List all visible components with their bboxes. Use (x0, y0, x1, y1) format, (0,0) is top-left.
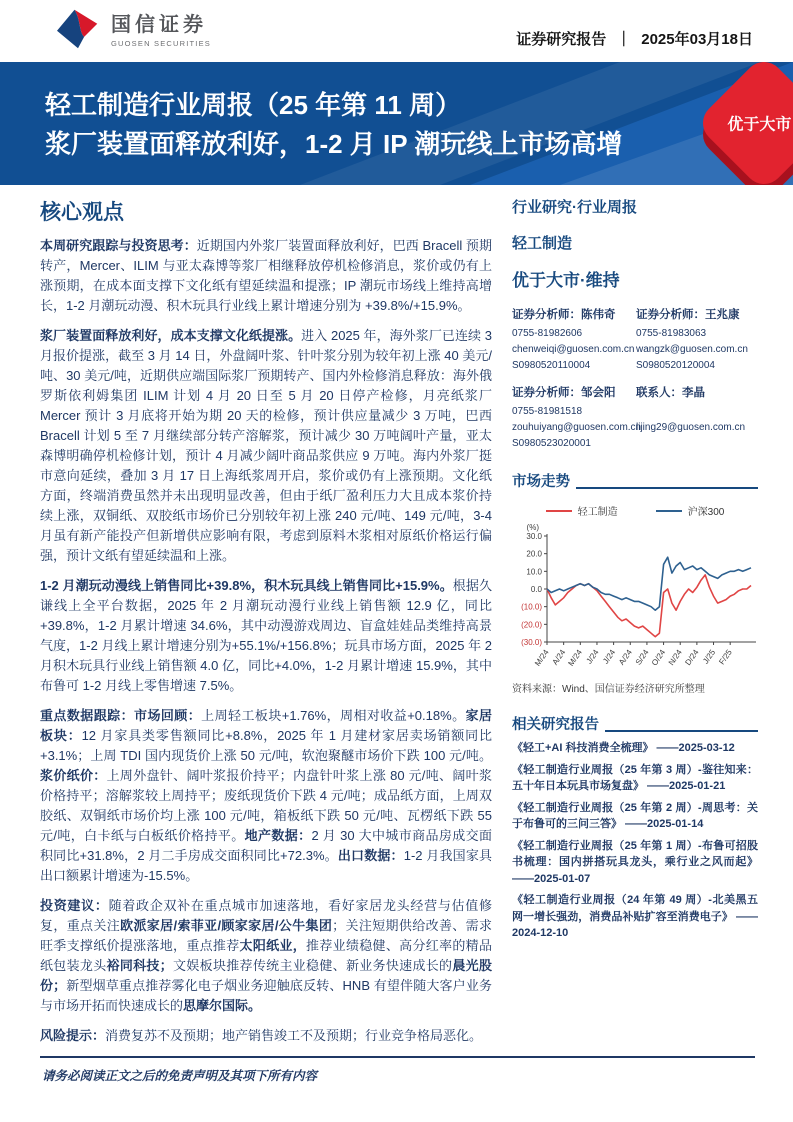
analyst-cert-code: S0980520120004 (636, 360, 715, 371)
legend-label: 沪深300 (687, 507, 725, 518)
logo-name-cn: 国信证券 (111, 14, 207, 36)
analyst-phone: 0755-81983063 (636, 328, 707, 339)
svg-text:F/25: F/25 (717, 647, 734, 667)
svg-text:O/24: O/24 (649, 647, 668, 668)
market-trend-heading (512, 470, 758, 491)
heading-underline (605, 730, 758, 732)
footer-disclaimer: 请务必阅读正文之后的免责声明及其项下所有内容 (42, 1069, 318, 1083)
logo-text (111, 14, 211, 48)
svg-text:(10.0): (10.0) (521, 602, 542, 612)
report-title-line2: 浆厂装置面释放利好，1-2 月 IP 潮玩线上市场高增 (45, 129, 623, 160)
legend-item (656, 503, 725, 518)
trend-chart-svg (512, 520, 758, 672)
svg-text:(30.0): (30.0) (521, 638, 542, 647)
svg-text:A/24: A/24 (550, 647, 568, 667)
analyst-cert-code: S0980520110004 (512, 360, 591, 371)
core-paragraphs (40, 236, 492, 1046)
analyst-cert-code (636, 436, 758, 452)
legend-item (546, 503, 618, 518)
guosen-logo-icon (55, 8, 101, 55)
analyst-name: 证券分析师：陈伟奇 (512, 309, 616, 321)
analyst-phone: 0755-81981518 (512, 406, 583, 417)
legend-line-swatch (546, 510, 572, 512)
industry-name: 轻工制造 (512, 235, 573, 252)
core-views-title: 核心观点 (40, 201, 124, 224)
svg-text:D/24: D/24 (683, 647, 701, 667)
analyst-name: 证券分析师：邹会阳 (512, 387, 616, 399)
svg-text:A/24: A/24 (617, 647, 634, 667)
rating-line: 优于大市·维持 (512, 271, 620, 290)
chart-source-note: 资料来源：Wind、国信证券经济研究所整理 (512, 684, 705, 695)
report-tag (516, 28, 753, 49)
analyst-phone (636, 404, 758, 420)
heading-underline (576, 487, 758, 489)
report-title (45, 88, 622, 162)
core-views-column (40, 196, 492, 1056)
analyst-card (512, 306, 635, 374)
legend-label: 轻工制造 (577, 507, 618, 518)
related-reports-list (512, 740, 758, 942)
market-trend-chart (512, 503, 758, 672)
svg-text:J/24: J/24 (601, 647, 618, 666)
analyst-card (636, 306, 758, 374)
svg-text:M/24: M/24 (533, 647, 551, 668)
svg-text:30.0: 30.0 (526, 532, 542, 541)
core-paragraph: 重点数据跟踪：市场回顾：上周轻工板块+1.76%，周相对收益+0.18%。家居板块：12 月家具类零售额同比+8.8%，2025 年 1 月建材家居卖场销额同比+3.1%；上周 TDI 国内现货价上涨 50 元/吨，软泡聚醚市场价下跌 100 元/吨。浆价纸价：上周外盘针、阔叶浆报价持平；内盘针叶浆上涨 80 元/吨、阔叶浆价格持平；溶解浆较上周持平；废纸现货价下跌 4 元/吨；成品纸方面，上周双胶纸、双铜纸市场价均上涨 100 元/吨，箱板纸下跌 50 元/吨、瓦楞纸下跌 55 元/吨，白卡纸与白板纸价格持平。地产数据：2 月 30 大中城市商品房成交面积同比+31.8%，2 月二手房成交面积同比+72.3%。出口数据：1-2 月我国家具出口额累计增速为-15.5%。 (40, 708, 492, 883)
core-paragraph: 本周研究跟踪与投资思考：近期国内外浆厂装置面释放利好，巴西 Bracell 预期转产，Mercer、ILIM 与亚太森博等浆厂相继释放停机检修消息，浆价或仍有上涨预期，在成本面支撑下文化纸有望延续温和提涨；IP 潮玩市场线上维持高增长，1-2 月潮玩动漫、积木玩具行业线上累计增速分别为 +39.8%/+15.9%。 (40, 238, 492, 313)
svg-text:(20.0): (20.0) (521, 620, 542, 630)
svg-text:0.0: 0.0 (530, 585, 542, 594)
svg-text:J/24: J/24 (584, 647, 601, 666)
legend-line-swatch (656, 510, 682, 512)
related-reports-heading (512, 713, 758, 734)
core-paragraph: 风险提示：消费复苏不及预期；地产销售竣工不及预期；行业竞争格局恶化。 (40, 1028, 483, 1043)
report-date: 2025年03月18日 (641, 30, 753, 48)
related-reports-title: 相关研究报告 (512, 717, 599, 733)
svg-text:J/25: J/25 (701, 647, 718, 666)
guosen-logo (55, 8, 211, 55)
chart-legend (512, 503, 758, 518)
analyst-email: chenweiqi@guosen.com.cn (512, 344, 635, 355)
analyst-cert-code: S0980523020001 (512, 438, 591, 449)
related-report-item: 《轻工制造行业周报（25 年第 2 周）-周思考：关于布鲁可的三问三答》 ——2025-01-14 (512, 801, 758, 830)
footer-divider (40, 1056, 755, 1058)
related-report-item: 《轻工制造行业周报（25 年第 3 周）-鉴往知来：五十年日本玩具市场复盘》 ——2025-01-21 (512, 763, 758, 792)
market-trend-title: 市场走势 (512, 474, 570, 490)
rating-badge (707, 66, 793, 180)
title-banner (0, 62, 793, 185)
report-tag-separator: ｜ (616, 30, 632, 48)
related-report-item: 《轻工制造行业周报（25 年第 1 周）-布鲁可招股书梳理：国内拼搭玩具龙头，乘行业之风而起》 ——2025-01-07 (512, 839, 758, 885)
svg-text:N/24: N/24 (666, 647, 684, 667)
svg-text:S/24: S/24 (633, 647, 651, 667)
main-content (40, 196, 758, 1056)
report-title-line1: 轻工制造行业周报（25 年第 11 周） (45, 90, 462, 120)
analyst-email: lijing29@guosen.com.cn (636, 422, 746, 433)
svg-text:20.0: 20.0 (526, 549, 542, 559)
research-category: 行业研究·行业周报 (512, 199, 637, 216)
analyst-name: 证券分析师：王兆康 (636, 309, 740, 321)
svg-text:(%): (%) (526, 523, 539, 532)
core-paragraph: 1-2 月潮玩动漫线上销售同比+39.8%，积木玩具线上销售同比+15.9%。根据久谦线上全平台数据，2025 年 2 月潮玩动漫行业线上销售额 12.9 亿，同比+39.8%，1-2 月累计增速 34.6%，其中动漫游戏周边、盲盒娃娃品类维持高景气度，1-2 月线上累计增速分别为+55.1%/+156.8%；玩具市场方面，2025 年 2 月积木玩具行业线上销售额 4.0 亿，同比+4.0%，1-2 月累计增速 15.9%，其中布鲁可 1-2 月线上零售增速 7.5%。 (40, 578, 492, 693)
analyst-email: wangzk@guosen.com.cn (636, 344, 748, 355)
header (0, 0, 793, 62)
report-type: 证券研究报告 (516, 30, 607, 48)
analyst-email: zouhuiyang@guosen.com.cn (512, 422, 642, 433)
related-report-item: 《轻工制造行业周报（24 年第 49 周）-北美黑五网一增长强劲，消费品补贴扩容至消费电子》 ——2024-12-10 (512, 894, 758, 939)
analyst-card (512, 384, 642, 452)
core-paragraph: 投资建议：随着政企双补在重点城市加速落地，看好家居龙头经营与估值修复，重点关注欧派家居/索菲亚/顾家家居/公牛集团；关注短期供给改善、需求旺季支撑纸价提涨落地，重点推荐太阳纸业，推荐业绩稳健、高分红率的精品纸包装龙头裕同科技；文娱板块推荐传统主业稳健、新业务快速成长的晨光股份；新型烟草重点推荐雾化电子烟业务迎触底反转、HNB 有望伴随大客户业务与市场开拓而快速成长的思摩尔国际。 (40, 898, 492, 1013)
analyst-name: 联系人：李晶 (636, 387, 705, 399)
sidebar-column (512, 196, 758, 1056)
related-report-item: 《轻工+AI 科技消费全梳理》 ——2025-03-12 (512, 742, 735, 754)
analysts-grid (512, 306, 758, 452)
svg-text:M/24: M/24 (566, 647, 584, 668)
rating-badge-label: 优于大市 (727, 116, 792, 134)
analyst-phone: 0755-81982606 (512, 328, 583, 339)
analyst-card (636, 384, 758, 452)
core-paragraph: 浆厂装置面释放利好，成本支撑文化纸提涨。进入 2025 年，海外浆厂已连续 3 月报价提涨，截至 3 月 14 日，外盘阔叶浆、针叶浆分别为较年初上涨 40 美元/吨、30 美元/吨，近期供应端国际浆厂预期转产、国内外检修消息释放：海外俄罗斯依利姆集团 ILIM 计划 4 月 20 日至 5 月 20 日停产检修，月亮纸浆厂 Mercer 预计 3 月底将开始为期 20 天的检修，预计供应量减少 3 万吨，巴西 Bracell 计划 5 至 7 月继续部分转产溶解浆，预计减少 30 万吨阔叶产量，亚太森博明确停机检修计划，预计 4 月减少阔叶商品浆供应 9 万吨。海内外浆厂挺市意向延续，叠加 3 月 17 日上海纸浆周开启，浆价或仍有上涨预期。文化纸方面，终端消费虽然并未出现明显改善，但由于纸厂盈利压力大且成本浆价持续上涨，双铜纸、双胶纸市场价已分别较年初上涨 240 元/吨、149 元/吨，3-4 月虽有新产能投产但新增供应影响有限，考虑到原料木浆相对原纸价格运行偏强，预计文纸有望延续温和上涨。 (40, 328, 492, 563)
svg-text:10.0: 10.0 (526, 567, 542, 577)
logo-name-en: GUOSEN SECURITIES (111, 39, 211, 48)
